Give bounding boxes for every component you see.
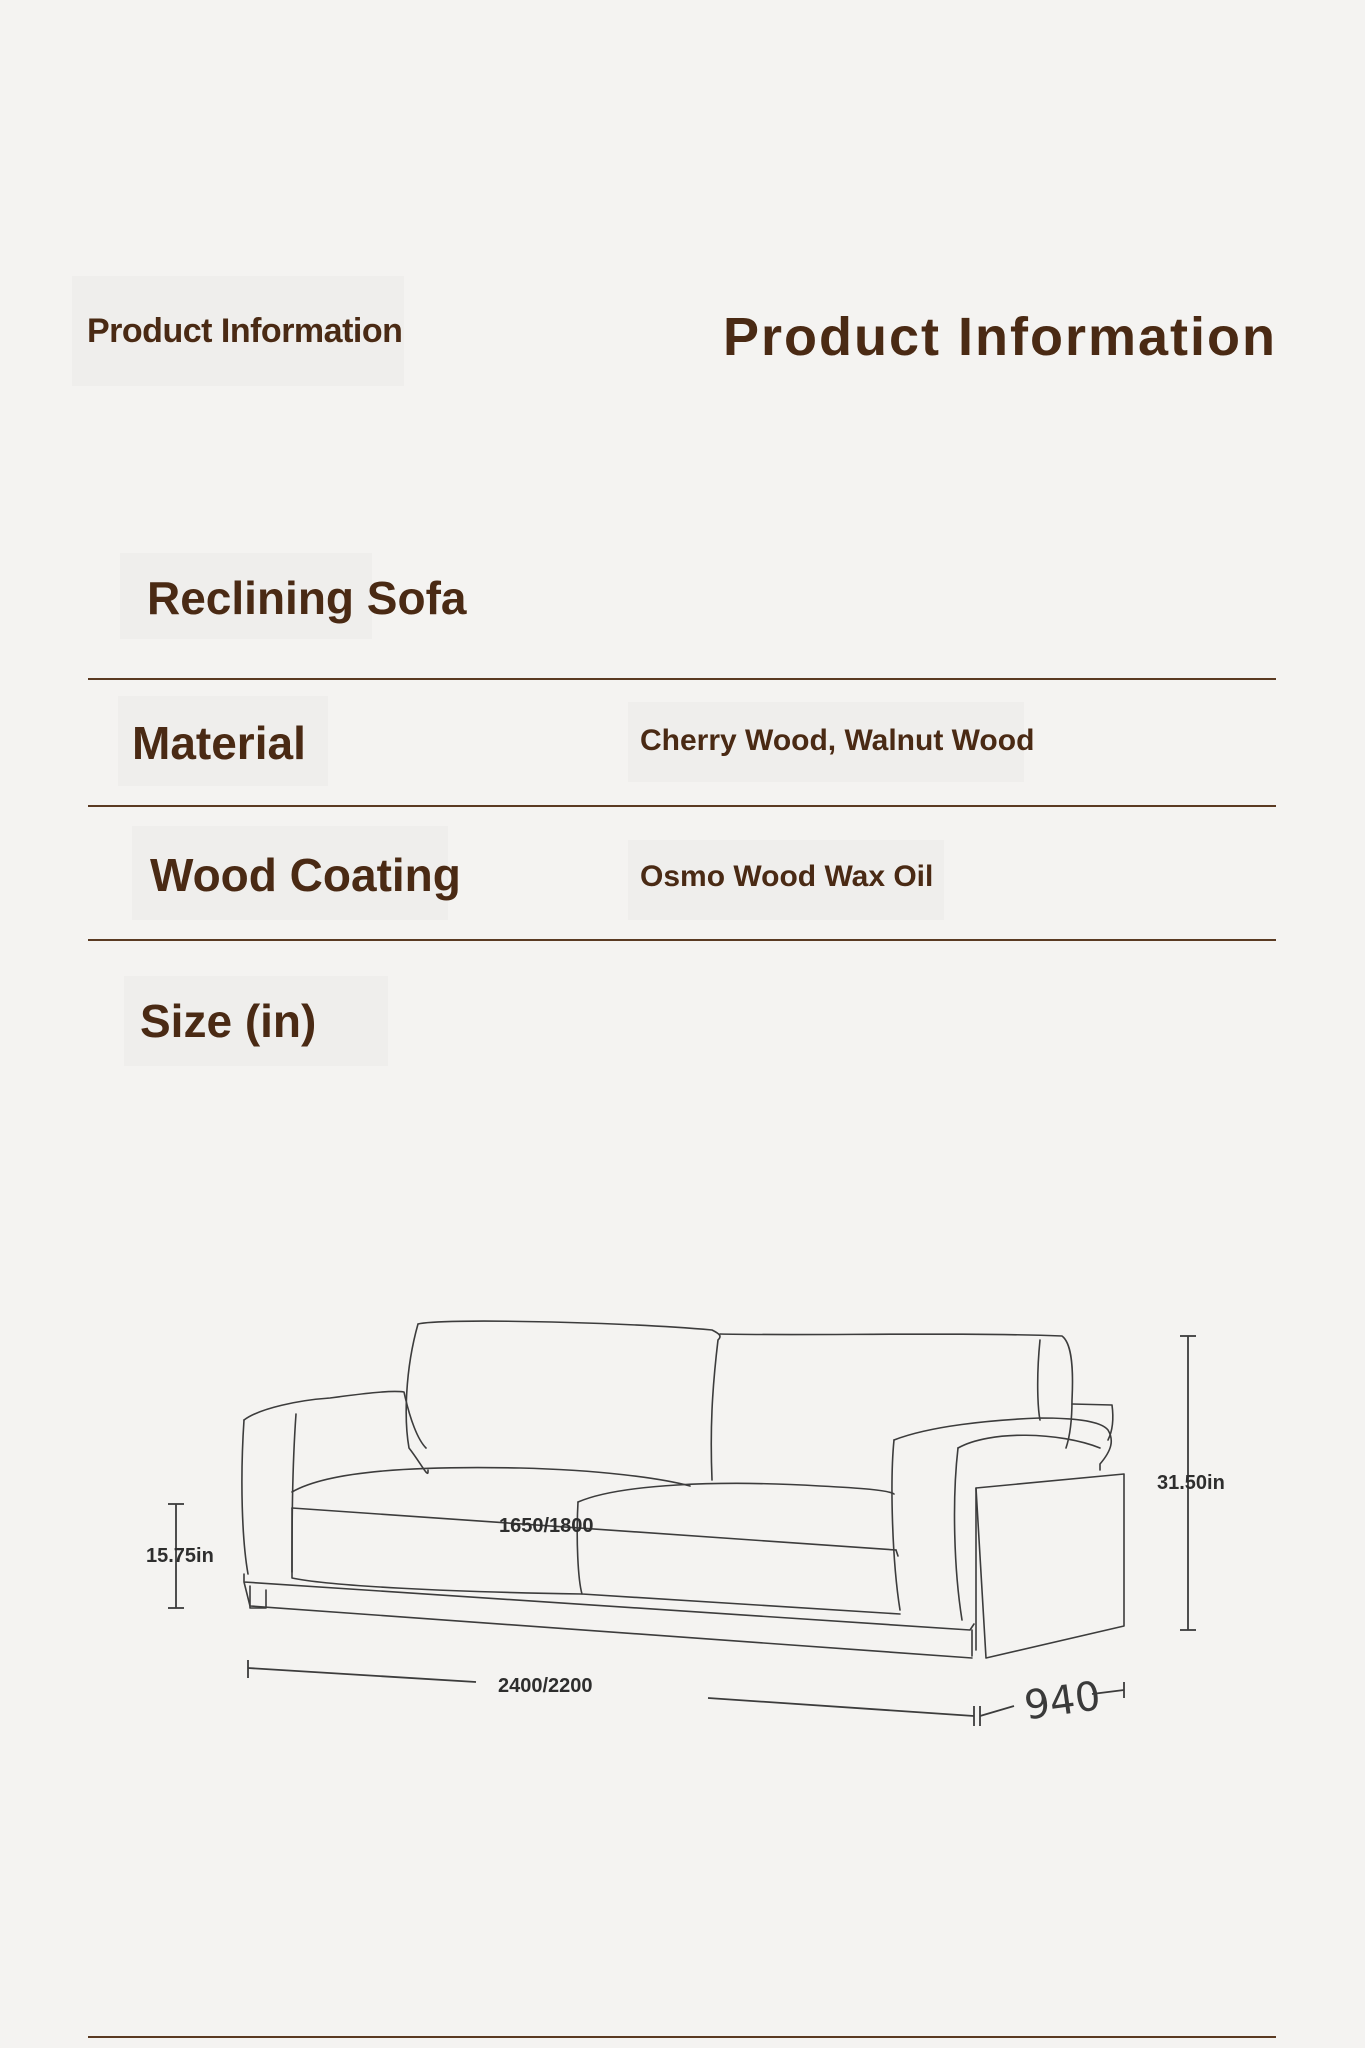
sofa-base [244, 1574, 974, 1658]
total-width-label: 2400/2200 [498, 1675, 593, 1697]
left-arm [244, 1391, 426, 1448]
brand-label: Product Information [87, 312, 403, 350]
side-panel [976, 1474, 1124, 1658]
spec-value-coating: Osmo Wood Wax Oil [640, 860, 934, 893]
back-cushion-left [406, 1321, 720, 1480]
size-heading: Size (in) [140, 995, 317, 1047]
spec-label-coating: Wood Coating [150, 849, 461, 901]
seat-cushion-left [292, 1468, 690, 1492]
back-cushion-right [720, 1334, 1073, 1448]
depth-label: 940 [1021, 1673, 1104, 1730]
spec-label-material: Material [132, 717, 306, 769]
product-name: Reclining Sofa [147, 572, 467, 624]
seat-height-label: 15.75in [146, 1545, 214, 1567]
right-arm [894, 1418, 1111, 1470]
seat-width-label: 1650/1800 [499, 1515, 594, 1537]
seat-cushion-right [578, 1483, 894, 1502]
page-title: Product Information [723, 307, 1277, 367]
total-height-label: 31.50in [1157, 1472, 1225, 1494]
divider [88, 2036, 1276, 2038]
spec-value-material: Cherry Wood, Walnut Wood [640, 724, 1035, 757]
